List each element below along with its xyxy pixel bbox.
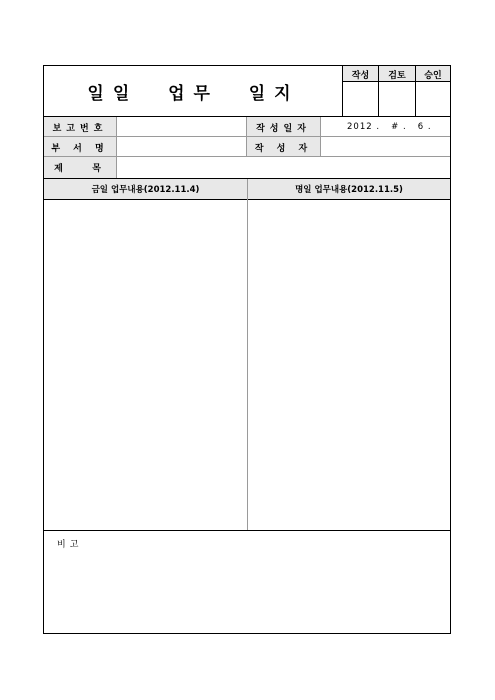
daily-work-log-form	[43, 65, 451, 634]
approval-sign-write[interactable]	[343, 82, 379, 116]
approval-divider-1	[378, 66, 379, 116]
page-title: 일일 업무 일지	[87, 83, 300, 104]
subject-label: 제 목	[54, 164, 106, 174]
info-row-line-1	[44, 136, 450, 137]
approval-label-review: 검토	[388, 70, 406, 81]
subject-field[interactable]	[117, 157, 450, 178]
title-divider	[342, 66, 343, 116]
author-label: 작 성 자	[254, 143, 313, 154]
approval-label-write: 작성	[351, 70, 370, 81]
approval-label-approve: 승인	[424, 70, 442, 81]
author-field[interactable]	[321, 137, 450, 157]
info-mid-divider	[246, 117, 247, 157]
approval-sign-approve[interactable]	[416, 82, 450, 116]
approval-sign-review[interactable]	[379, 82, 416, 116]
department-label: 부 서 명	[51, 143, 109, 154]
report-number-field[interactable]	[117, 117, 247, 137]
approval-divider-2	[415, 66, 416, 116]
today-work-content[interactable]	[44, 200, 247, 530]
date-label: 작성일자	[256, 123, 311, 134]
today-work-header: 금일 업무내용(2012.11.4)	[91, 185, 200, 195]
info-label-divider-left	[116, 117, 117, 178]
report-number-label: 보고번호	[52, 123, 108, 134]
remarks-field[interactable]	[44, 531, 450, 633]
tomorrow-work-content[interactable]	[248, 200, 450, 530]
department-field[interactable]	[117, 137, 247, 157]
header-bottom-line	[44, 116, 450, 117]
remarks-top-line	[44, 530, 450, 531]
remarks-label: 비고	[57, 540, 83, 550]
info-label-divider-right	[320, 117, 321, 157]
info-row-line-2	[44, 156, 450, 157]
section-mid-divider	[247, 179, 248, 530]
tomorrow-work-header: 명일 업무내용(2012.11.5)	[295, 185, 403, 195]
approval-header-line	[343, 81, 450, 82]
date-field[interactable]: 2012 . # . 6 .	[347, 122, 432, 132]
